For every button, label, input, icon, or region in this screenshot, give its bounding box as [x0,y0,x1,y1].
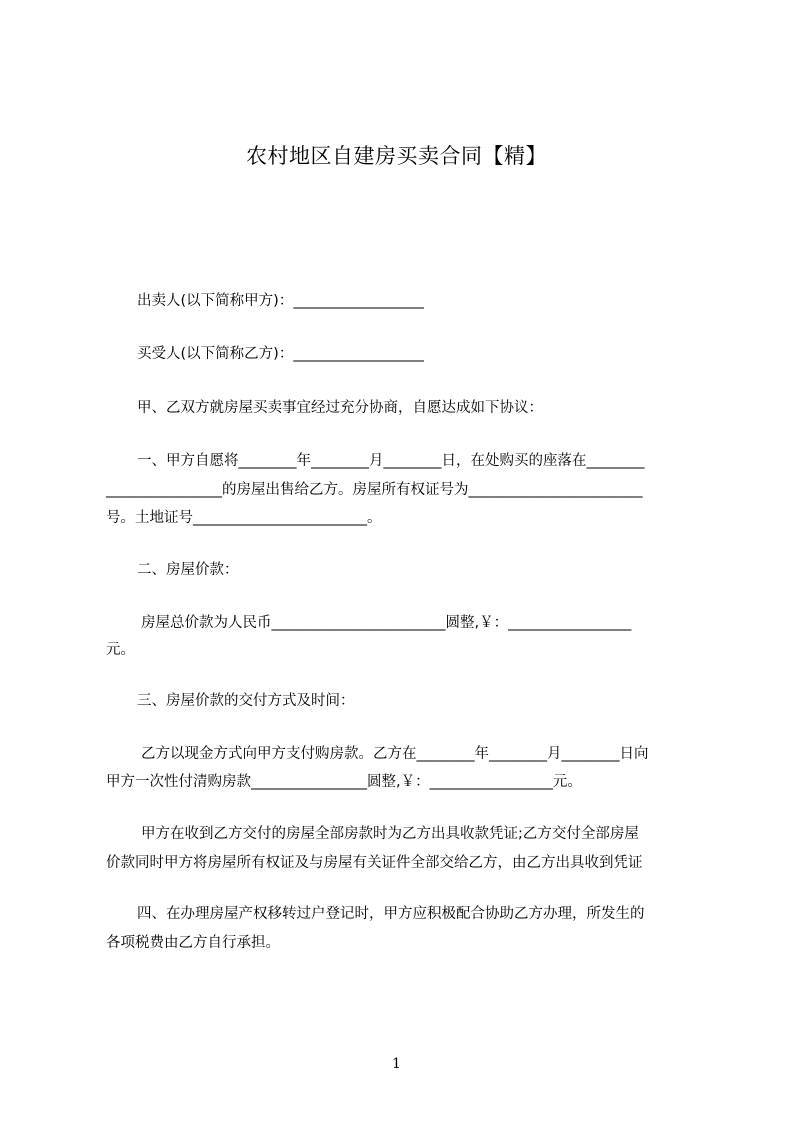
page-number: 1 [392,1056,401,1072]
intro-paragraph: 甲、乙双方就房屋买卖事宜经过充分协商，自愿达成如下协议： [137,400,543,416]
clause2-line2: 元。 [106,642,135,658]
clause2-line1: 房屋总价款为人民币________________________圆整,￥：_________________ [141,615,632,631]
clause1-line2: ________________的房屋出售给乙方。房屋所有权证号为________________________ [106,482,643,498]
clause2-heading: 二、房屋价款： [137,562,239,578]
clause3-heading: 三、房屋价款的交付方式及时间： [137,693,355,709]
clause4-line2: 各项税费由乙方自行承担。 [106,935,280,951]
document-title: 农村地区自建房买卖合同【精】 [246,144,547,168]
clause4-line1: 四、在办理房屋产权移转过户登记时，甲方应积极配合协助乙方办理，所发生的 [137,906,645,922]
clause3-p1-line2: 甲方一次性付清购房款________________圆整,￥：_________________元。 [106,774,582,790]
buyer-line: 买受人(以下简称乙方)：__________________ [137,346,424,362]
seller-line: 出卖人(以下简称甲方)：__________________ [137,293,424,309]
clause3-p2-line1: 甲方在收到乙方交付的房屋全部房款时为乙方出具收款凭证;乙方交付全部房屋 [141,826,639,842]
clause1-line3: 号。土地证号________________________。 [106,510,382,526]
clause1-line1: 一、甲方自愿将________年________月________日，在处购买的座落在________ [137,453,645,469]
clause3-p1-line1: 乙方以现金方式向甲方支付购房款。乙方在________年________月________日向 [141,746,649,762]
clause3-p2-line2: 价款同时甲方将房屋所有权证及与房屋有关证件全部交给乙方，由乙方出具收到凭证 [106,855,643,871]
